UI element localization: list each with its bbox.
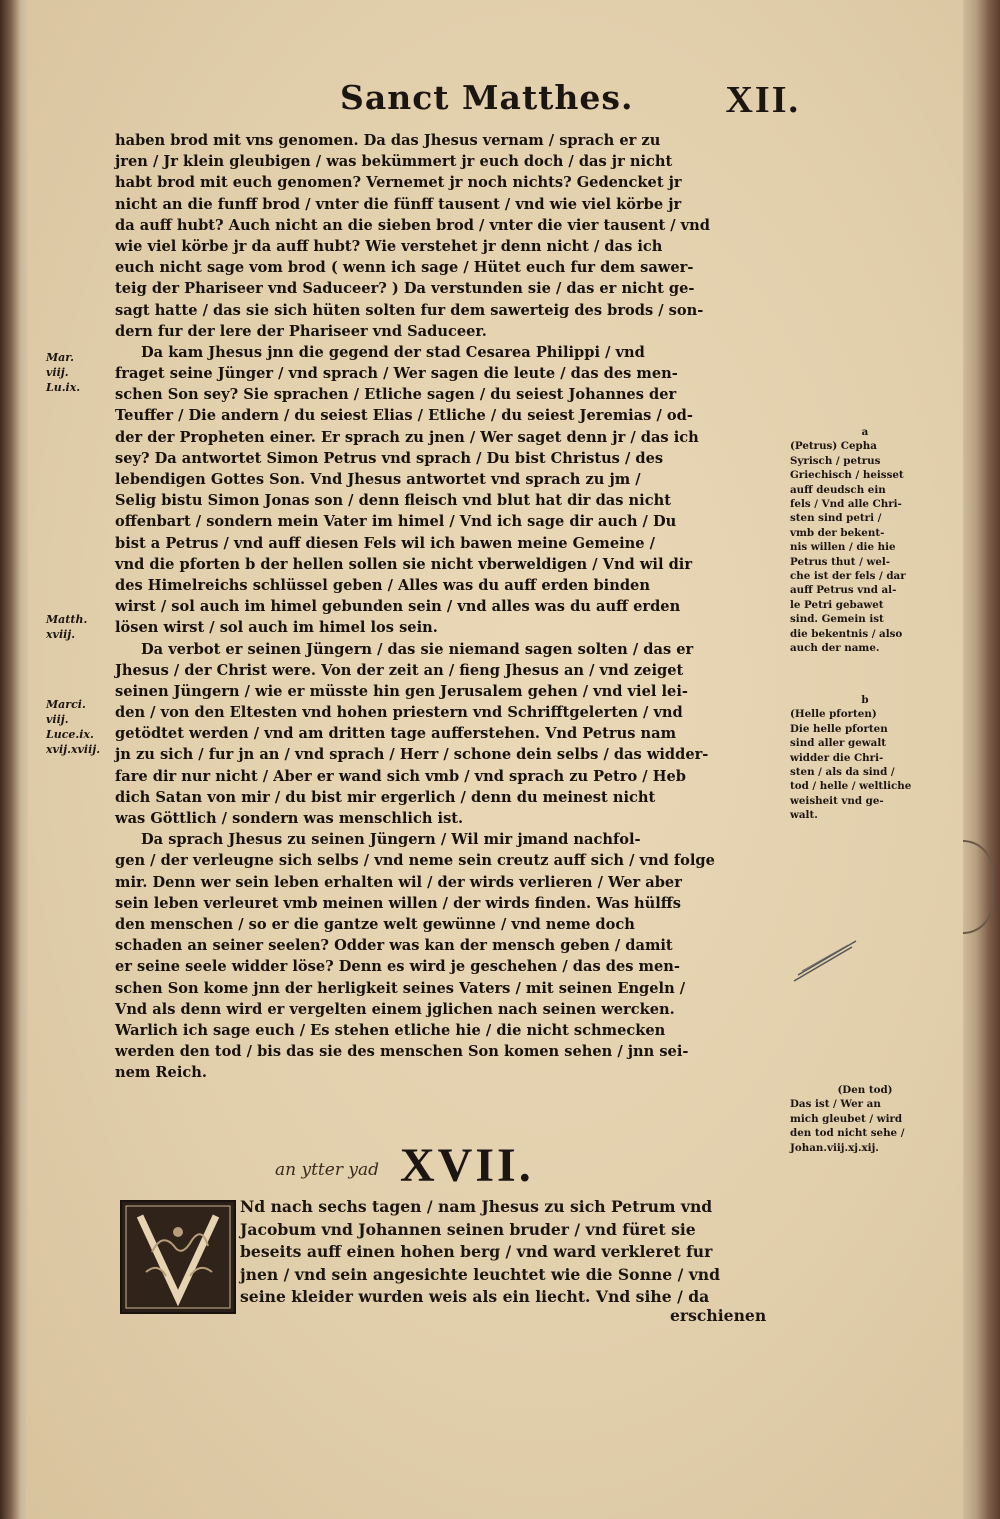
handwritten-note: an ytter yad	[275, 1160, 379, 1180]
margin-note-line: viij.	[46, 366, 69, 379]
chapter-heading: XVII.	[400, 1139, 534, 1192]
gloss-petrus	[790, 425, 940, 656]
gloss-line: sten / als da sind /	[790, 766, 895, 779]
text-line: dich Satan von mir / du bist mir ergerlich / denn du meinest nicht	[115, 788, 656, 806]
gloss-line: Die helle pforten	[790, 722, 888, 735]
text-line: lösen wirst / sol auch im himel los sein.	[115, 619, 438, 637]
margin-note-line: Luce.ix.	[46, 728, 94, 741]
text-line: was Göttlich / sondern was menschlich ist.	[115, 810, 464, 827]
text-line: des Himelreichs schlüssel geben / Alles was du auff erden binden	[115, 576, 650, 594]
text-line: lebendigen Gottes Son. Vnd Jhesus antwortet vnd sprach zu jm /	[115, 471, 641, 488]
gloss-line: (Helle pforten)	[790, 708, 877, 721]
text-line: jren / Jr klein gleubigen / was bekümmert jr euch doch / das jr nicht	[115, 153, 673, 171]
text-line: nem Reich.	[115, 1064, 207, 1082]
gloss-den-tod	[790, 1083, 940, 1155]
text-line: dern fur der lere der Phariseer vnd Saduceer.	[115, 322, 487, 340]
gloss-line: nis willen / die hie	[790, 541, 896, 554]
text-line: offenbart / sondern mein Vater im himel / Vnd ich sage dir auch / Du	[115, 513, 677, 531]
text-line: teig der Phariseer vnd Saduceer? ) Da verstunden sie / das er nicht ge-	[115, 280, 695, 298]
text-line: mir. Denn wer sein leben erhalten wil / der wirds verlieren / Wer aber	[115, 873, 682, 891]
margin-note-line: Lu.ix.	[46, 381, 81, 394]
margin-note-line: Mar.	[46, 351, 74, 364]
gloss-line: sten sind petri /	[790, 512, 882, 525]
margin-note-matthew	[46, 612, 104, 642]
text-line: Warlich ich sage euch / Es stehen etliche hie / die nicht schmecken	[115, 1021, 666, 1039]
pencil-marks	[790, 935, 860, 985]
text-line: Da sprach Jhesus zu seinen Jüngern / Wil mir jmand nachfol-	[141, 831, 641, 849]
text-line: er seine seele widder löse? Denn es wird je geschehen / das des men-	[115, 958, 680, 976]
gloss-marker: b	[861, 694, 869, 706]
text-line: da auff hubt? Auch nicht an die sieben brod / vnter die vier tausent / vnd	[115, 216, 710, 234]
text-line: jnen / vnd sein angesichte leuchtet wie die Sonne / vnd	[240, 1264, 721, 1284]
text-line: fare dir nur nicht / Aber er wand sich vmb / vnd sprach zu Petro / Heb	[115, 767, 686, 785]
text-line: Teuffer / Die andern / du seiest Elias / Etliche / du seiest Jeremias / od-	[115, 407, 693, 425]
gloss-line: vmb der bekent-	[790, 526, 885, 539]
running-title: Sanct Matthes.	[340, 78, 634, 117]
gloss-line: walt.	[790, 809, 818, 822]
gloss-marker: a	[861, 426, 869, 438]
text-line: gen / der verleugne sich selbs / vnd neme sein creutz auff sich / vnd folge	[115, 852, 715, 870]
text-line: Da verbot er seinen Jüngern / das sie niemand sagen solten / das er	[141, 640, 694, 658]
text-line: Vnd als denn wird er vergelten einem jglichen nach seinen wercken.	[115, 1000, 675, 1018]
text-line: wie viel körbe jr da auff hubt? Wie verstehet jr denn nicht / das ich	[115, 237, 663, 255]
text-line: Nd nach sechs tagen / nam Jhesus zu sich Petrum vnd	[240, 1197, 713, 1216]
page-header	[310, 78, 800, 128]
text-line: sey? Da antwortet Simon Petrus vnd sprach / Du bist Christus / des	[115, 449, 664, 467]
gloss-line: sind. Gemein ist	[790, 613, 884, 626]
gloss-line: Griechisch / heisset	[790, 469, 904, 482]
book-edge-right	[960, 0, 1000, 1519]
text-line: schen Son kome jnn der herligkeit seines Vaters / mit seinen Engeln /	[115, 979, 686, 997]
gloss-line: (Petrus) Cepha	[790, 440, 877, 453]
gloss-line: Syrisch / petrus	[790, 454, 881, 467]
chapter-text	[240, 1196, 800, 1309]
body-text	[115, 130, 785, 1083]
gloss-line: den tod nicht sehe /	[790, 1127, 905, 1140]
text-line: Da kam Jhesus jnn die gegend der stad Cesarea Philippi / vnd	[141, 343, 645, 361]
gloss-line: auff Petrus vnd al-	[790, 584, 897, 597]
margin-note-line: viij.	[46, 713, 69, 726]
gloss-line: tod / helle / weltliche	[790, 780, 912, 793]
gloss-line: Johan.viij.xj.xij.	[790, 1141, 879, 1154]
gloss-line: weisheit vnd ge-	[790, 794, 884, 807]
text-line: euch nicht sage vom brod ( wenn ich sage / Hütet euch fur dem sawer-	[115, 259, 694, 277]
gloss-line: sind aller gewalt	[790, 737, 886, 750]
text-line: bist a Petrus / vnd auff diesen Fels wil ich bawen meine Gemeine /	[115, 534, 655, 552]
text-line: Jacobum vnd Johannen seinen bruder / vnd füret sie	[240, 1219, 696, 1239]
text-line: den / von den Eltesten vnd hohen priestern vnd Schrifftgelerten / vnd	[115, 704, 683, 722]
text-line: Selig bistu Simon Jonas son / denn fleisch vnd blut hat dir das nicht	[115, 492, 671, 510]
text-line: sagt hatte / das sie sich hüten solten fur dem sawerteig des brods / son-	[115, 301, 704, 319]
gloss-helle-pforten	[790, 693, 940, 823]
text-line: seinen Jüngern / wie er müsste hin gen Jerusalem gehen / vnd viel lei-	[115, 682, 688, 700]
text-line: seine kleider wurden weis als ein liecht. Vnd sihe / da	[240, 1287, 710, 1307]
margin-note-line: xviij.	[46, 628, 76, 641]
margin-note-mark	[46, 350, 104, 395]
gloss-line: fels / Vnd alle Chri-	[790, 498, 902, 511]
text-line: sein leben verleuret vmb meinen willen / der wirds finden. Was hülffs	[115, 894, 681, 912]
text-line: fraget seine Jünger / vnd sprach / Wer sagen die leute / das des men-	[115, 365, 678, 383]
margin-note-line: Marci.	[46, 698, 86, 711]
gloss-line: Das ist / Wer an	[790, 1098, 881, 1111]
text-line: jn zu sich / fur jn an / vnd sprach / Herr / schone dein selbs / das widder-	[115, 746, 709, 764]
text-line: schaden an seiner seelen? Odder was kan der mensch geben / damit	[115, 937, 673, 955]
gloss-line: auch der name.	[790, 642, 880, 655]
gloss-line: che ist der fels / dar	[790, 570, 906, 583]
gloss-line: Petrus thut / wel-	[790, 555, 891, 568]
margin-note-mark-luke	[46, 697, 104, 757]
decorated-initial-V-icon	[120, 1200, 236, 1314]
gloss-line: mich gleubet / wird	[790, 1112, 903, 1125]
gloss-line: widder die Chri-	[790, 751, 884, 764]
text-line: der der Propheten einer. Er sprach zu jnen / Wer saget denn jr / das ich	[115, 428, 699, 446]
text-line: den menschen / so er die gantze welt gewünne / vnd neme doch	[115, 915, 635, 933]
book-edge-left	[0, 0, 30, 1519]
text-line: wirst / sol auch im himel gebunden sein / vnd alles was du auff erden	[115, 598, 681, 616]
text-line: werden den tod / bis das sie des menschen Son komen sehen / jnn sei-	[115, 1043, 689, 1061]
text-line: vnd die pforten b der hellen sollen sie nicht vberweldigen / Vnd wil dir	[115, 555, 693, 573]
catchword: erschienen	[670, 1306, 767, 1325]
text-line: getödtet werden / vnd am dritten tage aufferstehen. Vnd Petrus nam	[115, 725, 677, 743]
text-line: beseits auff einen hohen berg / vnd ward verkleret fur	[240, 1242, 713, 1262]
text-line: Jhesus / der Christ were. Von der zeit an / fieng Jhesus an / vnd zeiget	[115, 661, 684, 679]
text-line: schen Son sey? Sie sprachen / Etliche sagen / du seiest Johannes der	[115, 386, 677, 404]
gloss-line: auff deudsch ein	[790, 483, 886, 496]
gloss-line: die bekentnis / also	[790, 627, 903, 640]
margin-note-line: xvij.xviij.	[46, 743, 101, 756]
chapter-numeral: XII.	[725, 79, 800, 121]
text-line: habt brod mit euch genomen? Vernemet jr noch nichts? Gedencket jr	[115, 174, 682, 192]
gloss-line: (Den tod)	[837, 1084, 893, 1096]
text-line: nicht an die funff brod / vnter die fünff tausent / vnd wie viel körbe jr	[115, 195, 682, 213]
margin-note-line: Matth.	[46, 613, 88, 626]
text-line: haben brod mit vns genomen. Da das Jhesus vernam / sprach er zu	[115, 132, 661, 149]
gloss-line: le Petri gebawet	[790, 598, 884, 611]
